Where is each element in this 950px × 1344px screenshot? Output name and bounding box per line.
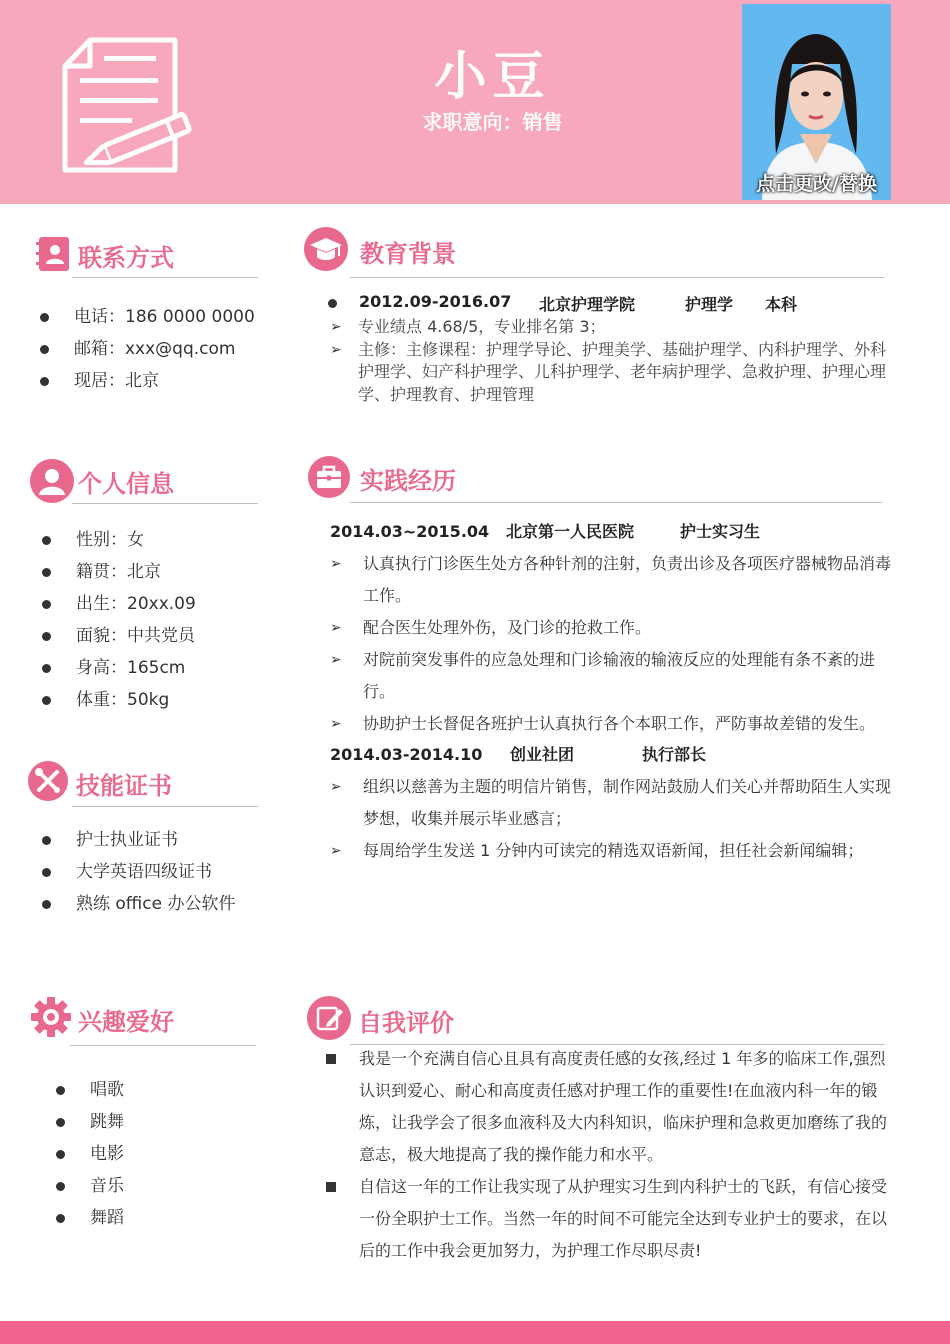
job1-role: 护士实习生 [680, 522, 761, 541]
skill-cet4: 大学英语四级证书 [42, 856, 235, 888]
profile-photo[interactable] [742, 4, 891, 200]
job1-item: ➢ 认真执行门诊医生处方各种针剂的注射，负责出诊及各项医疗器械物品消毒工作。 [330, 548, 895, 612]
briefcase-icon [308, 456, 350, 498]
hobbies-divider [70, 1045, 256, 1046]
job1-item: ➢ 配合医生处理外伤，及门诊的抢救工作。 [330, 612, 895, 644]
arrow-bullet-icon: ➢ [330, 556, 342, 572]
job2-item: ➢ 每周给学生发送 1 分钟内可读完的精选双语新闻，担任社会新闻编辑； [330, 835, 895, 867]
practice-title: 实践经历 [360, 467, 456, 495]
hobbies-title: 兴趣爱好 [78, 1008, 174, 1036]
arrow-bullet-icon: ➢ [330, 652, 342, 668]
education-gpa: ➢ 专业绩点 4.68/5，专业排名第 3； [330, 316, 888, 339]
job1-period: 2014.03~2015.04 [330, 522, 490, 541]
job2-list [330, 771, 895, 867]
contact-list [40, 301, 255, 397]
hobby-music: 音乐 [56, 1170, 124, 1202]
hobby-sing: 唱歌 [56, 1074, 124, 1106]
education-school: 北京护理学院 [539, 295, 636, 314]
job-intent: 求职意向：销售 [422, 110, 563, 134]
arrow-bullet-icon: ➢ [330, 341, 342, 358]
contact-phone: 电话：186 0000 0000 [40, 301, 255, 333]
personal-divider [72, 503, 258, 504]
personal-gender: 性别：女 [42, 524, 196, 556]
personal-weight: 体重：50kg [42, 684, 196, 716]
header-banner [0, 0, 950, 204]
footer-bar [0, 1321, 950, 1344]
job1-org: 北京第一人民医院 [506, 522, 635, 541]
arrow-bullet-icon: ➢ [330, 843, 342, 859]
contact-location: 现居：北京 [40, 365, 255, 397]
personal-politics: 面貌：中共党员 [42, 620, 196, 652]
education-divider [350, 277, 884, 278]
arrow-bullet-icon: ➢ [330, 620, 342, 636]
self-item: 我是一个充满自信心且具有高度责任感的女孩,经过 1 年多的临床工作,强烈认识到爱心、耐心和高度责任感对护理工作的重要性!在血液内科一年的锻炼，让我学会了很多血液科及大内科知识，临床护理和急救更加磨练了我的意志，极大地提高了我的操作能力和水平。 [326, 1043, 892, 1171]
skill-office: 熟练 office 办公软件 [42, 888, 235, 920]
personal-height: 身高：165cm [42, 652, 196, 684]
education-courses: ➢ 主修：主修课程：护理学导论、护理美学、基础护理学、内科护理学、外科护理学、妇产科护理学、儿科护理学、老年病护理学、急救护理、护理心理学、护理教育、护理管理 [330, 339, 887, 404]
contact-divider [72, 277, 258, 278]
person-icon [30, 459, 74, 503]
education-degree: 本科 [765, 295, 798, 314]
skills-divider [72, 806, 258, 807]
job2-org: 创业社团 [510, 745, 575, 764]
photo-change-caption[interactable]: 点击更改/替换 [756, 173, 877, 195]
self-item: 自信这一年的工作让我实现了从护理实习生到内科护士的飞跃，有信心接受一份全职护士工作。当然一年的时间不可能完全达到专业护士的要求，在以后的工作中我会更加努力，为护理工作尽职尽责! [326, 1171, 892, 1267]
personal-list [42, 524, 196, 716]
contact-email: 邮箱：xxx@qq.com [40, 333, 255, 365]
job2-role: 执行部长 [642, 745, 707, 764]
hobby-movie: 电影 [56, 1138, 124, 1170]
square-bullet-icon [326, 1182, 336, 1192]
arrow-bullet-icon: ➢ [330, 716, 342, 732]
edit-note-icon [307, 996, 351, 1040]
hobby-dance: 跳舞 [56, 1106, 124, 1138]
education-major: 护理学 [685, 295, 734, 314]
gear-icon [30, 996, 72, 1038]
hobby-dancing: 舞蹈 [56, 1202, 124, 1234]
job1-item: ➢ 对院前突发事件的应急处理和门诊输液的输液反应的处理能有条不紊的进行。 [330, 644, 895, 708]
education-details [330, 316, 888, 406]
square-bullet-icon [326, 1054, 336, 1064]
personal-birth: 出生：20xx.09 [42, 588, 196, 620]
hobbies-list [56, 1074, 124, 1234]
skills-title: 技能证书 [76, 772, 172, 800]
education-title: 教育背景 [360, 240, 456, 268]
tools-icon [28, 761, 68, 801]
arrow-bullet-icon: ➢ [330, 779, 342, 795]
candidate-name: 小豆 [434, 47, 551, 107]
practice-divider [350, 502, 882, 503]
skill-nurse-license: 护士执业证书 [42, 824, 235, 856]
contact-title: 联系方式 [78, 244, 174, 272]
personal-title: 个人信息 [78, 470, 174, 498]
personal-hometown: 籍贯：北京 [42, 556, 196, 588]
self-title: 自我评价 [358, 1009, 454, 1037]
education-period: 2012.09-2016.07 [359, 292, 512, 311]
job1-list [330, 548, 895, 740]
skills-list [42, 824, 235, 920]
job2-item: ➢ 组织以慈善为主题的明信片销售，制作网站鼓励人们关心并帮助陌生人实现梦想，收集并展示毕业感言； [330, 771, 895, 835]
job2-period: 2014.03-2014.10 [330, 745, 483, 764]
arrow-bullet-icon: ➢ [330, 319, 342, 335]
bullet-dot [328, 299, 337, 308]
graduation-cap-icon [304, 227, 348, 271]
job1-item: ➢ 协助护士长督促各班护士认真执行各个本职工作，严防事故差错的发生。 [330, 708, 895, 740]
contact-book-icon [35, 236, 71, 272]
self-list [326, 1043, 892, 1267]
